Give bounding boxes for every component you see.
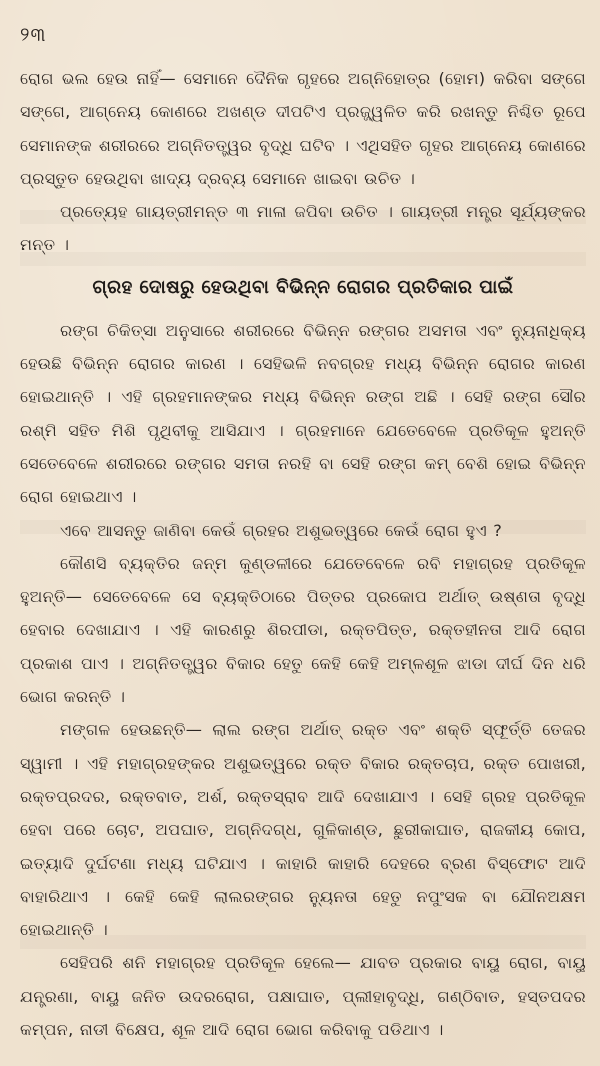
paragraph: କୌଣସି ବ୍ୟକ୍ତିର ଜନ୍ମ କୁଣ୍ଡଳୀରେ ଯେତେବେଳେ ରବି ମହାଗ୍ରହ ପ୍ରତିକୂଳ ହୁଅନ୍ତି— ସେତେବେଳେ ସେ ବ୍ୟକ୍ତିଠାରେ ପିତ୍ତର ପ୍ରକୋପ ଅର୍ଥାତ୍ ଉଷ୍ଣତା ବୃଦ୍ଧି ହେବାର ଦେଖାଯାଏ । ଏହି କାରଣରୁ ଶିରପୀଡା, ରକ୍ତପିତ୍ତ, ରକ୍ତହୀନତା ଆଦି ରୋଗ ପ୍ରକାଶ ପାଏ । ଅଗ୍ନିତତ୍ତ୍ୱର ବିକାର ହେତୁ କେହି କେହି ଅମ୍ଳଶୂଳ ଝାଡା ଦୀର୍ଘ ଦିନ ଧରି ଭୋଗ କରନ୍ତି । xyxy=(20,553,586,707)
paragraph: ପ୍ରତ୍ୟେହ ଗାୟତ୍ରୀମନ୍ତ ୩ ମାଳା ଜପିବା ଉଚିତ । ଗାୟତ୍ରୀ ମନ୍ତ୍ର ସୂର୍ଯ୍ୟଙ୍କର ମନ୍ତ । xyxy=(20,202,586,255)
paragraph: ସେହିପରି ଶନି ମହାଗ୍ରହ ପ୍ରତିକୂଳ ହେଲେ— ଯାବତ ପ୍ରକାର ବାୟୁ ରୋଗ, ବାୟୁ ଯନ୍ତ୍ରଣା, ବାୟୁ ଜନିତ ଉଦରରୋଗ, ପକ୍ଷାଘାତ, ପ୍ଲୀହାବୃଦ୍ଧି, ଗଣ୍ଠିବାତ, ହସ୍ତପଦର କମ୍ପନ, ନାଡୀ ବିକ୍ଷେପ, ଶୂଳ ଆଦି ରୋଗ ଭୋଗ କରିବାକୁ ପଡିଥାଏ । xyxy=(20,953,586,1040)
section-heading: ଗ୍ରହ ଦୋଷରୁ ହେଉଥିବା ବିଭିନ୍ନ ରୋଗର ପ୍ରତିକାର ପାଇଁ xyxy=(92,276,514,298)
page-number: ୨୩ xyxy=(20,24,47,46)
paragraph: ରଙ୍ଗ ଚିକିତ୍ସା ଅନୁସାରେ ଶରୀରରେ ବିଭିନ୍ନ ରଙ୍ଗର ଅସମତା ଏବଂ ନ୍ୟୁନାଧିକ୍ୟ ହେଉଛି ବିଭିନ୍ନ ରୋଗର କାରଣ । ସେହିଭଳି ନବଗ୍ରହ ମଧ୍ୟ ବିଭିନ୍ନ ରୋଗର କାରଣ ହୋଇଥାନ୍ତି । ଏହି ଗ୍ରହମାନଙ୍କର ମଧ୍ୟ ବିଭିନ୍ନ ରଙ୍ଗ ଅଛି । ସେହି ରଙ୍ଗ ସୌର ରଶ୍ମି ସହିତ ମିଶି ପୃଥିବୀକୁ ଆସିଯାଏ । ଗ୍ରହମାନେ ଯେତେବେଳେ ପ୍ରତିକୂଳ ହୁଅନ୍ତି ସେତେବେଳେ ଶରୀରରେ ରଙ୍ଗର ସମତା ନରହି ବା ସେହି ରଙ୍ଗ କମ୍ ବେଶି ହୋଇ ବିଭିନ୍ନ ରୋଗ ହୋଇଥାଏ । xyxy=(20,320,586,507)
paragraph: ମଙ୍ଗଳ ହେଉଛନ୍ତି— ଲାଲ ରଙ୍ଗ ଅର୍ଥାତ୍ ରକ୍ତ ଏବଂ ଶକ୍ତି ସ୍ଫୂର୍ତ୍ତି ତେଜର ସ୍ୱାମୀ । ଏହି ମହାଗ୍ରହଙ୍କର ଅଶୁଭତ୍ୱରେ ରକ୍ତ ବିକାର ରକ୍ତଚାପ, ରକ୍ତ ପୋଖରୀ, ରକ୍ତପ୍ରଦର, ରକ୍ତବାତ, ଅର୍ଶ, ରକ୍ତସ୍ରାବ ଆଦି ଦେଖାଯାଏ । ସେହି ଗ୍ରହ ପ୍ରତିକୂଳ ହେବା ପରେ ଚୋଟ, ଅପଘାତ, ଅଗ୍ନିଦଗ୍ଧ, ଗୁଳିକାଣ୍ଡ, ଛୁରୀକାଘାତ, ରାଜକୀୟ କୋପ, ଇତ୍ୟାଦି ଦୁର୍ଘଟଣା ମଧ୍ୟ ଘଟିଯାଏ । କାହାରି କାହାରି ଦେହରେ ବ୍ରଣ ବିସ୍ଫୋଟ ଆଦି ବାହାରିଥାଏ । କେହି କେହି ଲାଲରଙ୍ଗର ନ୍ୟୁନତା ହେତୁ ନପୁଂସକ ବା ଯୌନଅକ୍ଷମ ହୋଇଥାନ୍ତି । xyxy=(20,720,586,940)
paragraph: ଏବେ ଆସନ୍ତୁ ଜାଣିବା କେଉଁ ଗ୍ରହର ଅଶୁଭତ୍ୱରେ କେଉଁ ରୋଗ ହୁଏ ? xyxy=(60,520,503,540)
paragraph: ରୋଗ ଭଲ ହେଉ ନାହିଁ— ସେମାନେ ଦୈନିକ ଗୃହରେ ଅଗ୍ନିହୋତ୍ର (ହୋମ) କରିବା ସଙ୍ଗେ ସଙ୍ଗେ, ଆଗ୍ନେୟ କୋଣରେ ଅଖଣ୍ଡ ଦୀପଟିଏ ପ୍ରଜ୍ଜ୍ୱଳିତ କରି ରଖନ୍ତୁ ନିଶ୍ଚିତ ରୂପେ ସେମାନଙ୍କ ଶରୀରରେ ଅଗ୍ନିତତ୍ତ୍ୱର ବୃଦ୍ଧି ଘଟିବ । ଏଥିସହିତ ଗୃହର ଆଗ୍ନେୟ କୋଣରେ ପ୍ରସ୍ତୁତ ହେଉଥିବା ଖାଦ୍ୟ ଦ୍ରବ୍ୟ ସେମାନେ ଖାଇବା ଉଚିତ । xyxy=(20,69,586,188)
